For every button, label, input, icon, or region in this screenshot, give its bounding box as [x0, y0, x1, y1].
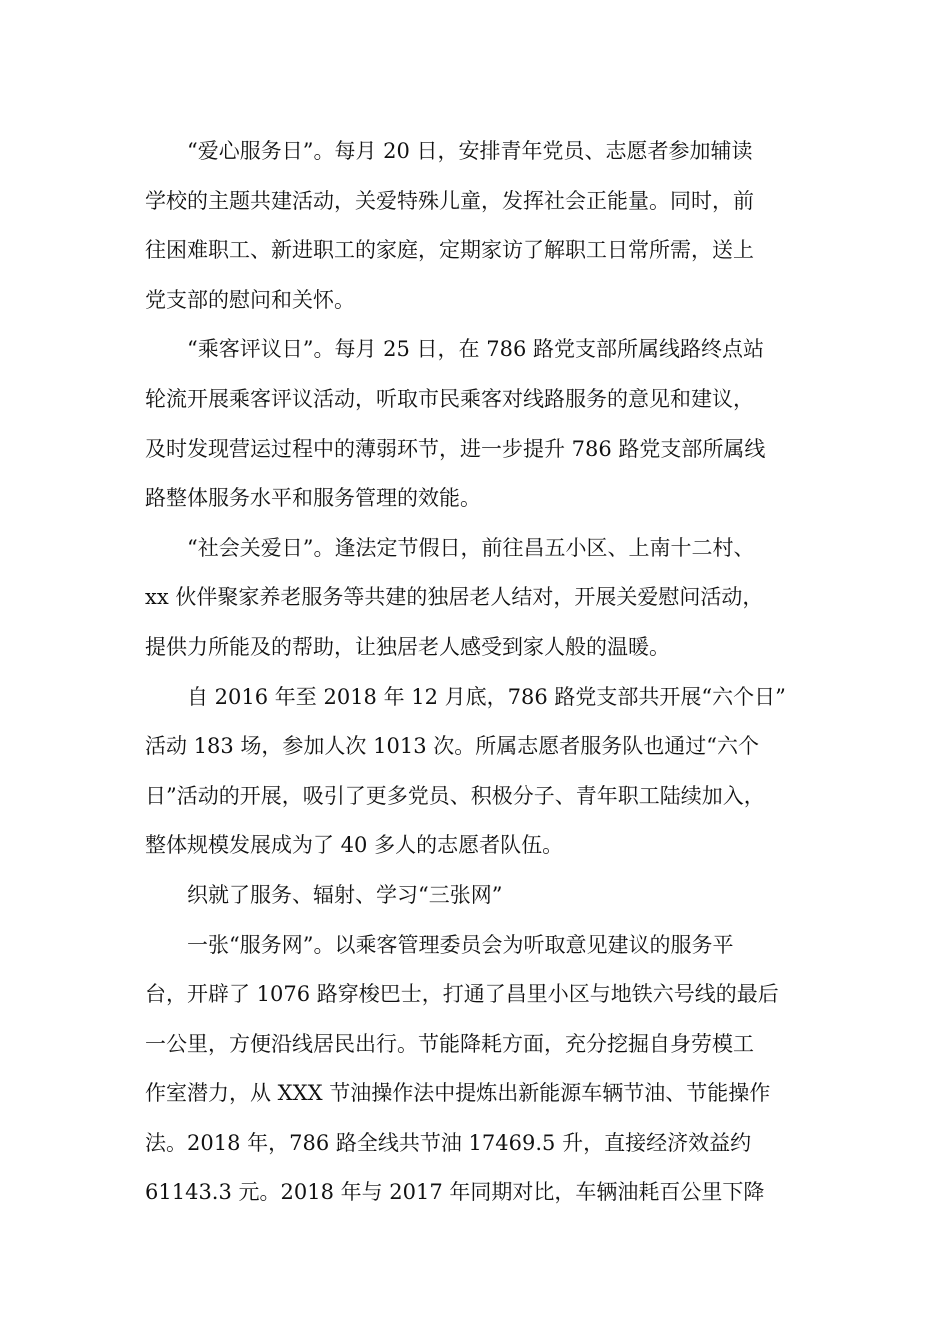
paragraph-service-net-line-1: 一张“服务网”。以乘客管理委员会为听取意见建议的服务平	[187, 932, 734, 957]
paragraph-aixin-line-1: “爱心服务日”。每月 20 日，安排青年党员、志愿者参加辅读	[187, 139, 753, 163]
document-body	[145, 127, 805, 1218]
paragraph-chengke-line-3: 及时发现营运过程中的薄弱环节，进一步提升 786 路党支部所属线	[145, 436, 766, 461]
paragraph-aixin-line-4: 党支部的慰问和关怀。	[145, 287, 355, 312]
paragraph-summary-line-1: 自 2016 年至 2018 年 12 月底，786 路党支部共开展“六个日”	[187, 684, 786, 709]
paragraph-aixin-line-2: 学校的主题共建活动，关爱特殊儿童，发挥社会正能量。同时，前	[145, 188, 754, 213]
paragraph-service-net-line-5: 法。2018 年，786 路全线共节油 17469.5 升，直接经济效益约	[145, 1130, 752, 1155]
paragraph-chengke-line-2: 轮流开展乘客评议活动，听取市民乘客对线路服务的意见和建议，	[145, 386, 754, 411]
paragraph-chengke-line-1: “乘客评议日”。每月 25 日，在 786 路党支部所属线路终点站	[187, 337, 764, 362]
paragraph-summary-line-4: 整体规模发展成为了 40 多人的志愿者队伍。	[145, 833, 564, 858]
section-heading-three-nets: 织就了服务、辐射、学习“三张网”	[187, 882, 503, 907]
paragraph-shehui-line-2: xx 伙伴聚家养老服务等共建的独居老人结对，开展关爱慰问活动，	[145, 585, 764, 610]
paragraph-service-net-line-3: 一公里，方便沿线居民出行。节能降耗方面，充分挖掘自身劳模工	[145, 1031, 754, 1056]
paragraph-chengke-line-4: 路整体服务水平和服务管理的效能。	[145, 486, 481, 511]
paragraph-summary-line-3: 日”活动的开展，吸引了更多党员、积极分子、青年职工陆续加入，	[145, 783, 765, 808]
paragraph-service-net-line-2: 台，开辟了 1076 路穿梭巴士，打通了昌里小区与地铁六号线的最后	[145, 982, 779, 1007]
paragraph-aixin-line-3: 往困难职工、新进职工的家庭，定期家访了解职工日常所需，送上	[145, 238, 754, 263]
paragraph-shehui-line-3: 提供力所能及的帮助，让独居老人感受到家人般的温暖。	[145, 634, 670, 659]
paragraph-shehui-line-1: “社会关爱日”。逢法定节假日，前往昌五小区、上南十二村、	[187, 535, 755, 560]
paragraph-summary-line-2: 活动 183 场，参加人次 1013 次。所属志愿者服务队也通过“六个	[145, 734, 759, 759]
paragraph-service-net-line-4: 作室潜力，从 XXX 节油操作法中提炼出新能源车辆节油、节能操作	[145, 1081, 771, 1106]
paragraph-service-net-line-6: 61143.3 元。2018 年与 2017 年同期对比，车辆油耗百公里下降	[145, 1180, 765, 1205]
